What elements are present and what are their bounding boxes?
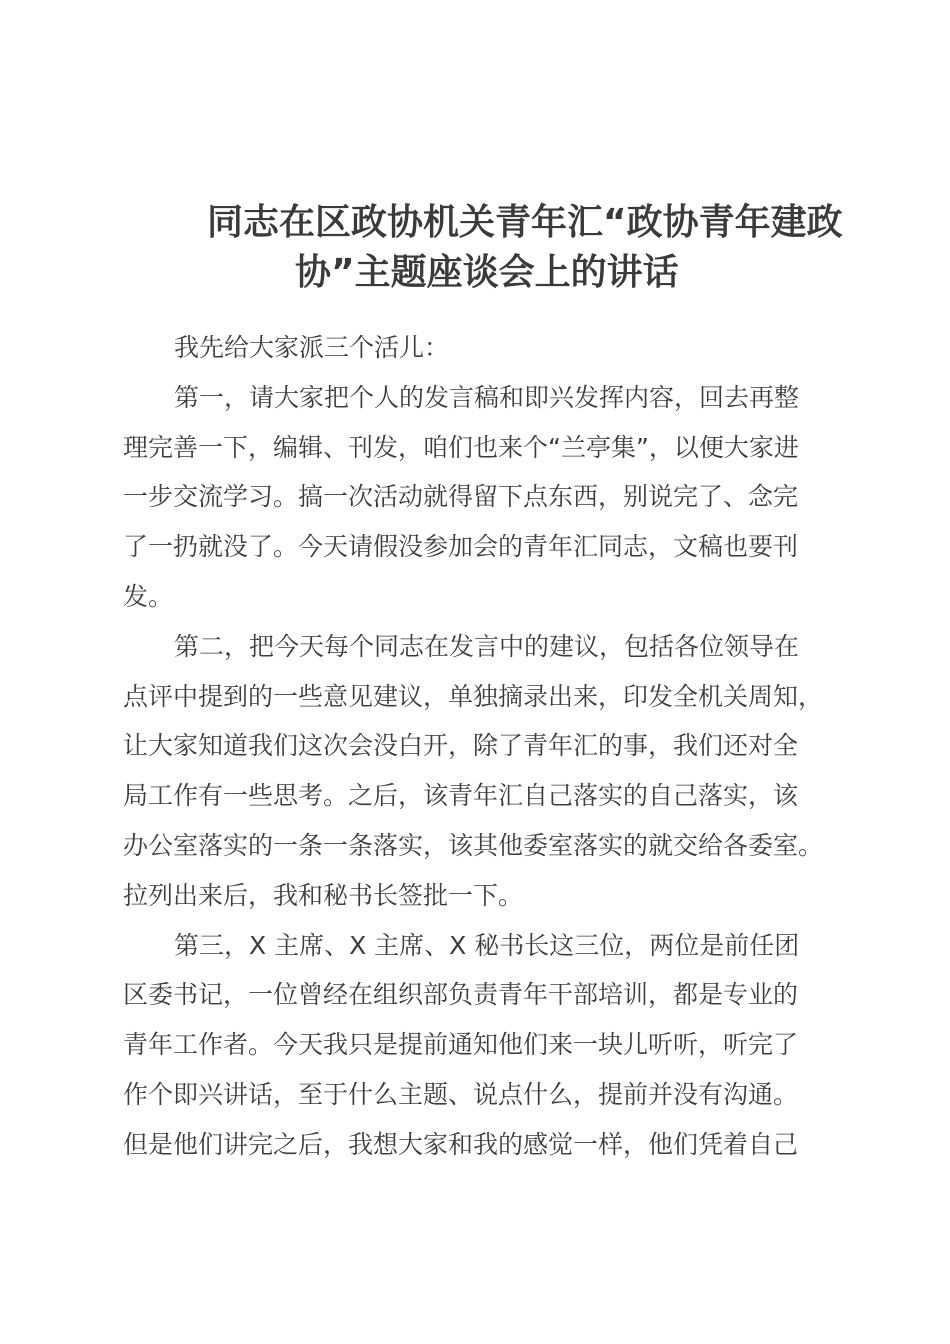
paragraph-third-line-1: 第三，X 主席、X 主席、X 秘书长这三位，两位是前任团 <box>174 930 800 960</box>
paragraph-third-line-4: 作个即兴讲话，至于什么主题、说点什么，提前并没有沟通。 <box>123 1079 799 1109</box>
paragraph-first-line-1: 第一，请大家把个人的发言稿和即兴发挥内容，回去再整 <box>174 382 800 412</box>
paragraph-first-line-3: 一步交流学习。搞一次活动就得留下点东西，别说完了、念完 <box>123 482 799 512</box>
paragraph-second-line-1: 第二，把今天每个同志在发言中的建议，包括各位领导在 <box>174 631 800 661</box>
title-line-1: 同志在区政协机关青年汇“政协青年建政 <box>207 202 843 243</box>
paragraph-intro: 我先给大家派三个活儿： <box>174 333 450 362</box>
paragraph-third-line-5: 但是他们讲完之后，我想大家和我的感觉一样，他们凭着自己 <box>123 1129 799 1159</box>
paragraph-second-line-3: 让大家知道我们这次会没白开，除了青年汇的事，我们还对全 <box>123 731 799 761</box>
paragraph-third-line-3: 青年工作者。今天我只是提前通知他们来一块儿听听，听完了 <box>123 1030 799 1060</box>
title-line-2: 协”主题座谈会上的讲话 <box>295 252 679 293</box>
paragraph-first-line-2: 理完善一下，编辑、刊发，咱们也来个“兰亭集”，以便大家进 <box>123 432 799 462</box>
paragraph-first-line-4: 了一扔就没了。今天请假没参加会的青年汇同志，文稿也要刊 <box>123 532 799 562</box>
paragraph-second-line-5: 办公室落实的一条一条落实，该其他委室落实的就交给各委室。 <box>123 830 824 860</box>
paragraph-second-line-4: 局工作有一些思考。之后，该青年汇自己落实的自己落实，该 <box>123 781 799 811</box>
paragraph-second-line-6: 拉列出来后，我和秘书长签批一下。 <box>123 880 524 910</box>
document-body <box>123 323 838 1170</box>
paragraph-third-line-2: 区委书记，一位曾经在组织部负责青年干部培训，都是专业的 <box>123 980 799 1010</box>
paragraph-second-line-2: 点评中提到的一些意见建议，单独摘录出来，印发全机关周知， <box>123 681 824 711</box>
paragraph-first-line-5: 发。 <box>123 581 174 611</box>
